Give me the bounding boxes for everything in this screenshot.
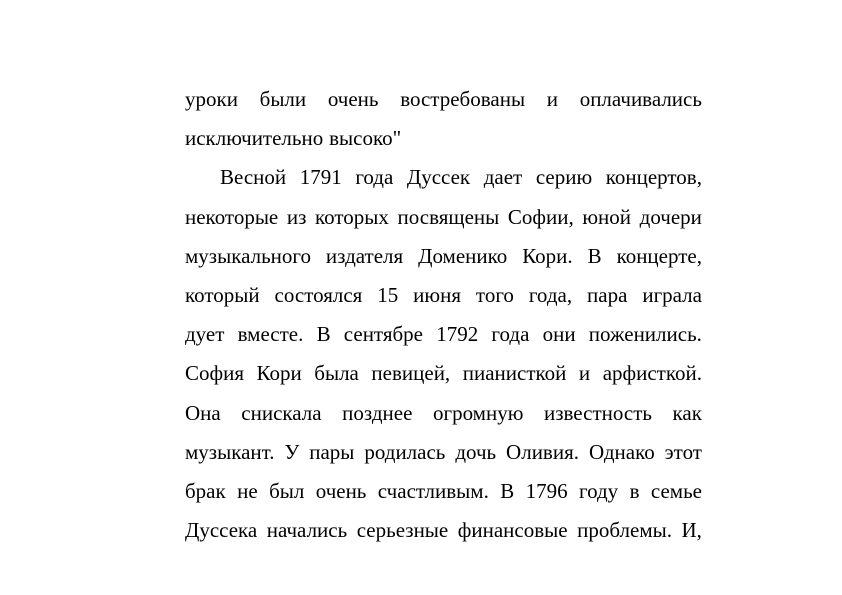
word: Софии, [507,204,574,229]
word: как [672,400,702,425]
word: проблемы. [577,518,672,543]
word: В [316,322,331,347]
word: который [185,282,260,307]
body-text [185,80,702,550]
word: певицей, [371,361,451,386]
word: концерте, [616,243,702,268]
word: в [629,478,640,503]
word: вместе. [237,322,304,347]
word: года [491,322,530,347]
word: известность [543,400,652,425]
word: июня [413,282,461,307]
word: юной [582,204,632,229]
word: востребованы [400,87,526,111]
word: Дуссека [185,518,258,543]
word: родилась [364,439,446,464]
word: снискала [241,400,322,425]
text-line [185,80,702,119]
word: 1792 [436,322,479,347]
word: года [355,165,394,190]
word: музыкант. [185,439,275,464]
word: были [259,87,307,111]
text-line [185,237,702,276]
word: дочери [639,204,702,229]
word: 1791 [299,165,342,190]
word: некоторые [185,204,279,229]
word: Оливия. [506,439,579,464]
text-line [185,433,702,472]
word: не [237,478,258,503]
word: серию [535,165,593,190]
word: поженились. [588,322,702,347]
word: исключительно [185,126,324,151]
word: высоко" [329,126,402,151]
word: огромную [432,400,524,425]
text-line [185,511,702,550]
word: Она [185,400,221,425]
word: которых [315,204,389,229]
word: они [542,322,576,347]
text-line [185,119,702,158]
word: Дуссек [406,165,471,190]
word: была [314,361,359,386]
text-line [185,472,702,511]
word: брак [185,478,226,503]
word: году [579,478,619,503]
word: серьезные [356,518,449,543]
word: дует [185,322,225,347]
word: дочь [455,439,497,464]
word: начались [266,518,348,543]
word: этот [664,439,702,464]
word: 15 [377,282,399,307]
word: оплачивались [579,87,702,111]
word: играла [642,282,702,307]
word: посвящены [397,204,500,229]
word: Кори. [522,243,573,268]
word: В [500,478,515,503]
text-line [185,394,702,433]
word: состоялся [274,282,363,307]
word: В [587,243,602,268]
word: издателя [325,243,404,268]
word: счастливым. [377,478,489,503]
word: и [578,361,591,386]
text-line [185,158,702,197]
word: позднее [342,400,413,425]
word: года, [528,282,573,307]
word: из [286,204,307,229]
word: И, [681,518,702,543]
word: пара [587,282,628,307]
word: Доменико [418,243,508,268]
word: семье [650,478,702,503]
word: концертов, [605,165,702,190]
word: Весной [220,165,287,190]
word: арфисткой. [602,361,702,386]
word: очень [327,87,379,111]
word: финансовые [457,518,568,543]
word: уроки [185,87,238,111]
text-line [185,315,702,354]
word: очень [315,478,367,503]
word: был [269,478,305,503]
word: того [475,282,514,307]
word: 1796 [525,478,568,503]
word: дает [483,165,523,190]
text-line [185,276,702,315]
word: и [546,87,558,111]
word: Однако [588,439,655,464]
word: София [185,361,245,386]
word: Кори [256,361,302,386]
word: пары [309,439,355,464]
word: пианисткой [462,361,567,386]
word: сентябре [343,322,423,347]
word: У [284,439,300,464]
word: музыкального [185,243,311,268]
text-line [185,354,702,393]
text-line [185,198,702,237]
